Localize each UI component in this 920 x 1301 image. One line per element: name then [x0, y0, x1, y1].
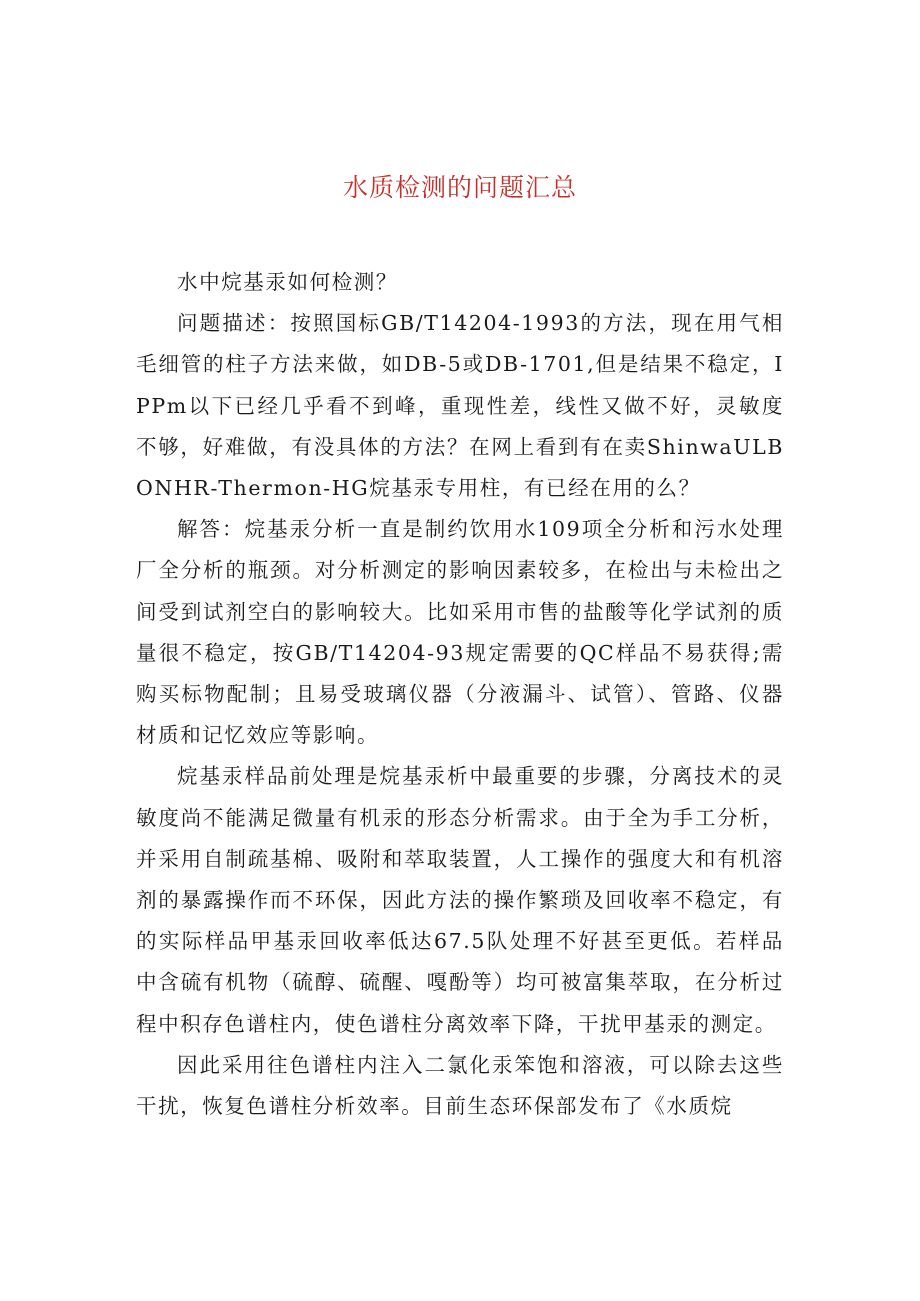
paragraph-pretreatment: 烷基汞样品前处理是烷基汞析中最重要的步骤，分离技术的灵敏度尚不能满足微量有机汞的形态分析需求。由于全为手工分析，并采用自制疏基棉、吸附和萃取装置，人工操作的强度大和有机溶剂的暴露操作而不环保，因此方法的操作繁琐及回收率不稳定，有的实际样品甲基汞回收率低达67.5队处理不好甚至更低。若样品中含硫有机物（硫醇、硫醒、嘎酚等）均可被富集萃取，在分析过程中积存色谱柱内，使色谱柱分离效率下降，干扰甲基汞的测定。: [136, 764, 784, 1036]
document-title: 水质检测的问题汇总: [342, 173, 577, 202]
document-body: [136, 262, 784, 1127]
paragraph-conclusion: 因此采用往色谱柱内注入二氯化汞笨饱和溶液，可以除去这些干扰，恢复色谱柱分析效率。目前生态环保部发布了《水质烷: [136, 1052, 784, 1119]
paragraph-problem-description: 问题描述：按照国标GB/T14204-1993的方法，现在用气相毛细管的柱子方法来做，如DB-5或DB-1701,但是结果不稳定，IPPm以下已经几乎看不到峰，重现性差，线性又做不好，灵敏度不够，好难做，有没具体的方法？在网上看到有在卖ShinwaULBONHR-Thermon-HG烷基汞专用柱，有已经在用的么？: [136, 311, 784, 501]
paragraph-question: 水中烷基汞如何检测？: [177, 270, 398, 294]
paragraph-answer: 解答：烷基汞分析一直是制约饮用水109项全分析和污水处理厂全分析的瓶颈。对分析测定的影响因素较多，在检出与未检出之间受到试剂空白的影响较大。比如采用市售的盐酸等化学试剂的质量很不稳定，按GB/T14204-93规定需要的QC样品不易获得;需购买标物配制；且易受玻璃仪器（分液漏斗、试管）、管路、仪器材质和记忆效应等影响。: [136, 517, 784, 748]
